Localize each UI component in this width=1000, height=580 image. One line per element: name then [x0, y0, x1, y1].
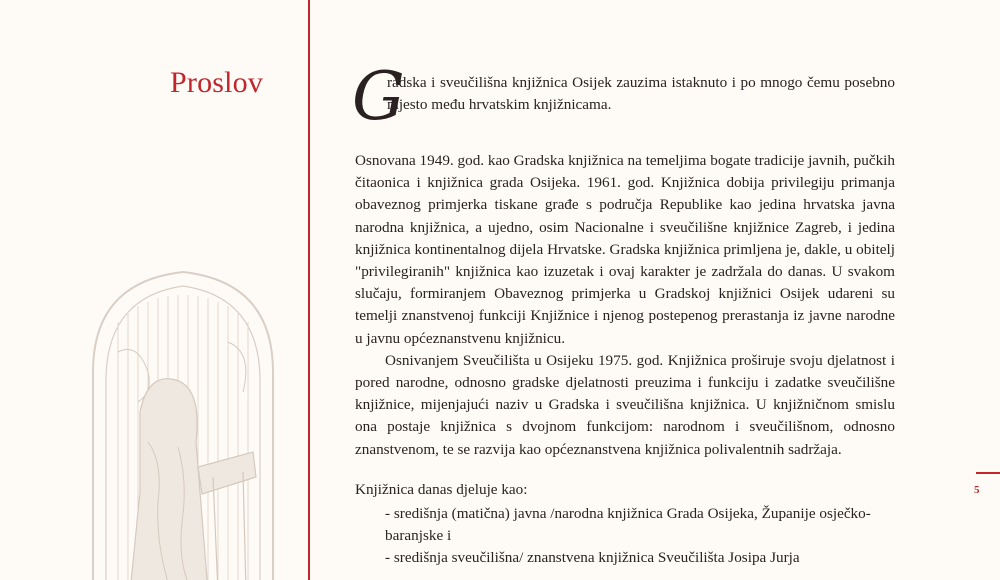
list-lead: Knjižnica danas djeluje kao:: [355, 480, 528, 498]
list-item: - središnja (matična) javna /narodna knjižnica Grada Osijeka, Županije osječko-baranjske i: [385, 505, 871, 545]
paragraph-2: Osnivanjem Sveučilišta u Osijeku 1975. god. Knjižnica proširuje svoju djelatnost i pored narodne, odnosno gradske djelatnosti preuzima i funkciju i zadatke sveučilišne knjižnice, mijenjajući naziv u Gradska i sveučilišna knjižnica. U knjižničnom smislu ona postaje knjižnica s dvojnom funkcijom: narodnom i sveučilišnom, odnosno znanstvenom, te se razvija kao općeznanstvena knjižnica polivalentnih sadržaja.: [355, 351, 895, 458]
engraving-illustration: [78, 262, 288, 580]
body-text: [352, 58, 895, 570]
vertical-divider: [308, 0, 310, 580]
page-number: 5: [974, 484, 980, 496]
section-heading: Proslov: [170, 66, 264, 99]
function-list: [355, 503, 895, 570]
paragraph-1: Osnovana 1949. god. kao Gradska knjižnica na temeljima bogate tradicije javnih, pučkih čitaonica i knjižnica grada Osijeka. 1961. god. Knjižnica dobija privilegiju primanja obaveznog primjerka tiskane građe s područja Republike kao jedina hrvatska javna narodna knjižnica, a ujedno, osim Nacionalne i sveučilišne knjižnice Zagreb, i jedina knjižnica kontinentalnog dijela Hrvatske. Gradska knjižnica primljena je, dakle, u obitelj "privilegiranih" knjižnica kao izuzetak i ovaj karakter je zadržala do danas. U svakom slučaju, formiranjem Obaveznog primjerka u Gradskoj knjižnici Osijek udareni su temelji znanstvenoj funkciji Knjižnice i njenog postepenog prerastanja iz javne narodne u javnu općeznanstvenu knjižnicu.: [355, 152, 895, 347]
intro-text: radska i sveučilišna knjižnica Osijek zauzima istaknuto i po mnogo čemu posebno mjesto među hrvatskim knjižnicama.: [387, 74, 895, 114]
opening-paragraph: [352, 58, 895, 135]
drop-cap: G: [352, 58, 405, 135]
page-number-rule: [976, 472, 1000, 474]
list-item: - središnja sveučilišna/ znanstvena knjižnica Sveučilišta Josipa Jurja: [385, 549, 800, 567]
